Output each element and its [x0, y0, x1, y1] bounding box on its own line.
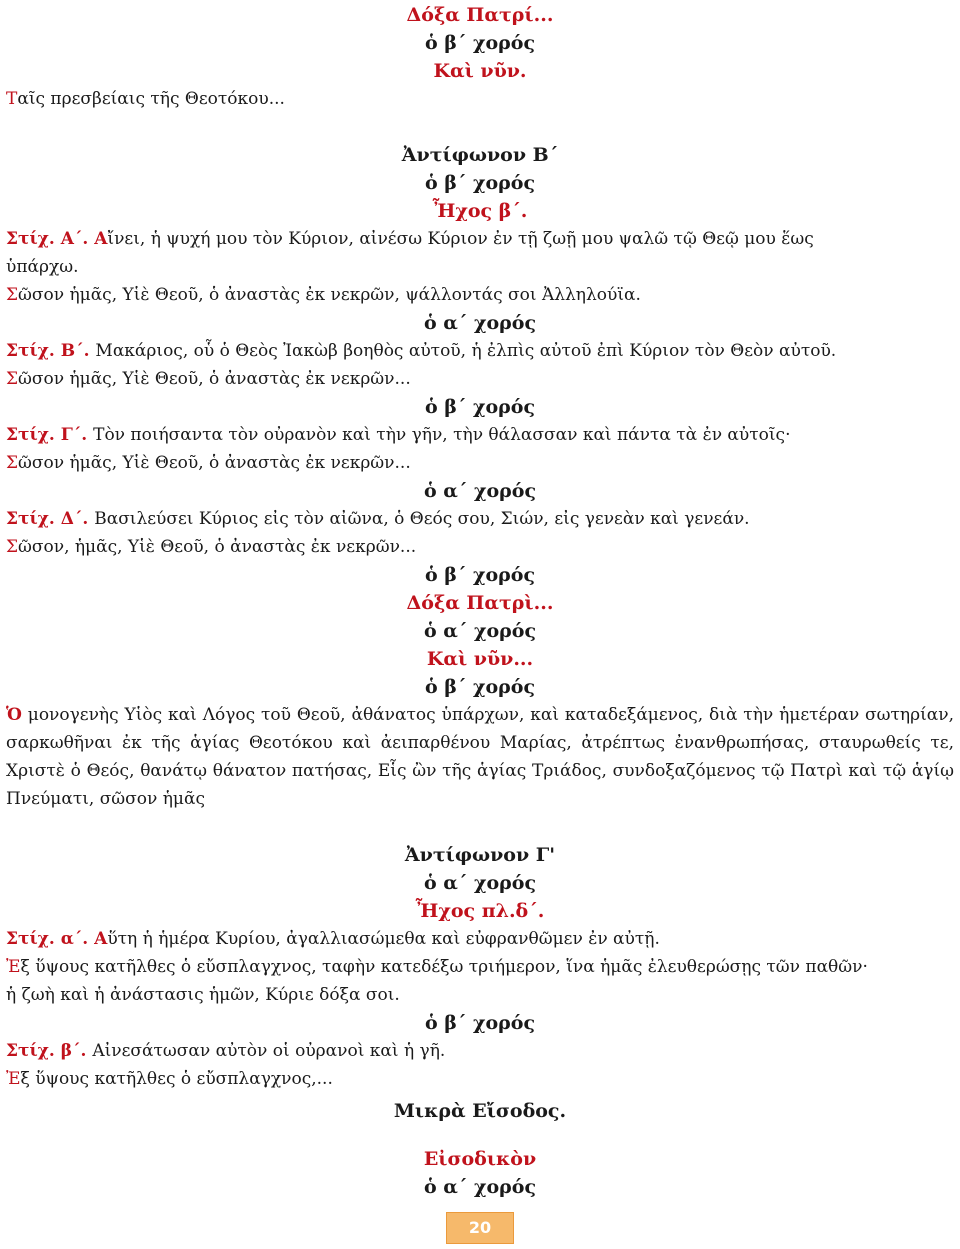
verse-text: Βασιλεύσει Κύριος εἰς τὸν αἰῶνα, ὁ Θεός σου, Σιών, εἰς γενεὰν καὶ γενεάν. — [94, 509, 750, 529]
choir-label: ὁ β΄ χορός — [424, 172, 536, 194]
monogenis-hymn — [6, 701, 954, 813]
kai-nyn-heading: Καὶ νῦν... — [426, 648, 534, 670]
stichos-d — [6, 505, 954, 533]
verse-text: ῶσον ἡμᾶς, Υἱὲ Θεοῦ, ὁ ἀναστὰς ἐκ νεκρῶν... — [18, 453, 411, 473]
stichos-g — [6, 421, 954, 449]
antiphon-2-title: Ἀντίφωνον Β΄ — [401, 144, 559, 166]
verse-line — [6, 1065, 954, 1093]
verse-line: ἡ ζωὴ καὶ ἡ ἀνάστασις ἡμῶν, Κύριε δόξα σοι. — [6, 985, 400, 1005]
initial-letter: Ὁ — [6, 705, 22, 725]
choir-label: ὁ β΄ χορός — [424, 396, 536, 418]
verse-text: Αἰνεσάτωσαν αὐτὸν οἱ οὐρανοὶ καὶ ἡ γῆ. — [92, 1041, 446, 1061]
choir-label: ὁ β΄ χορός — [424, 676, 536, 698]
stichos-b-lower — [6, 1037, 954, 1065]
verse-text: ξ ὕψους κατῆλθες ὁ εὔσπλαγχνος,... — [20, 1069, 333, 1089]
stichos-marker: Στίχ. Β΄. — [6, 341, 96, 361]
verse-line — [6, 953, 954, 981]
verse-text: ξ ὕψους κατῆλθες ὁ εὔσπλαγχνος, ταφὴν κατεδέξω τριήμερον, ἵνα ἡμᾶς ἐλευθερώσῃς τῶν παθῶν· — [20, 957, 868, 977]
initial-letter: Ἐ — [6, 957, 21, 977]
verse-text: ῶσον ἡμᾶς, Υἱὲ Θεοῦ, ὁ ἀναστὰς ἐκ νεκρῶν... — [18, 369, 411, 389]
choir-label: ὁ β΄ χορός — [424, 564, 536, 586]
verse-line — [6, 533, 954, 561]
choir-label: ὁ α΄ χορός — [423, 872, 537, 894]
page-number-badge: 20 — [446, 1212, 514, 1244]
initial-letter: Σ — [6, 369, 19, 389]
hymn-text: μονογενὴς Υἱὸς καὶ Λόγος τοῦ Θεοῦ, ἀθάνατος ὑπάρχων, καὶ καταδεξάμενος, διὰ τὴν ἡμετέραν σωτηρίαν, σαρκωθῆναι ἐκ τῆς ἁγίας Θεοτόκου καὶ ἀειπαρθένου Μαρίας, ἀτρέπτως ἐνανθρωπήσας, σταυρωθείς τε, Χριστὲ ὁ Θεός, θανάτῳ θάνατον πατήσας, Εἷς ὢν τῆς ἁγίας Τριάδος, συνδοξαζόμενος τῷ Πατρὶ καὶ τῷ ἁγίῳ Πνεύματι, σῶσον ἡμᾶς — [6, 705, 954, 809]
doxa-heading: Δόξα Πατρί... — [406, 4, 554, 26]
verse-line — [6, 365, 954, 393]
verse-text: ἴνει, ἡ ψυχή μου τὸν Κύριον, αἰνέσω Κύριον ἐν τῇ ζωῇ μου ψαλῶ τῷ Θεῷ μου ἕως — [107, 229, 814, 249]
doxa-heading: Δόξα Πατρὶ... — [406, 592, 554, 614]
choir-label: ὁ α΄ χορός — [423, 620, 537, 642]
initial-letter: Ἐ — [6, 1069, 21, 1089]
stichos-a-lower — [6, 925, 954, 953]
eisodikon-heading: Εἰσοδικὸν — [423, 1148, 537, 1170]
verse-text: αῖς πρεσβείαις τῆς Θεοτόκου... — [17, 89, 285, 109]
verse-line: ὑπάρχω. — [6, 257, 79, 277]
kai-nyn-heading: Καὶ νῦν. — [433, 60, 527, 82]
initial-letter: Σ — [6, 537, 19, 557]
verse-text: Τὸν ποιήσαντα τὸν οὐρανὸν καὶ τὴν γῆν, τὴν θάλασσαν καὶ πάντα τὰ ἐν αὐτοῖς· — [93, 425, 791, 445]
stichos-marker: Στίχ. Γ΄. — [6, 425, 94, 445]
choir-label: ὁ β΄ χορός — [424, 1012, 536, 1034]
stichos-marker: Στίχ. α΄. Α — [6, 929, 108, 949]
initial-letter: Σ — [6, 285, 19, 305]
verse-text: ῶσον, ἡμᾶς, Υἱὲ Θεοῦ, ὁ ἀναστὰς ἐκ νεκρῶν... — [18, 537, 417, 557]
choir-label: ὁ β΄ χορός — [424, 32, 536, 54]
verse-text: ῶσον ἡμᾶς, Υἱὲ Θεοῦ, ὁ ἀναστὰς ἐκ νεκρῶν, ψάλλοντάς σοι Ἀλληλούϊα. — [18, 285, 641, 305]
verse-line — [6, 281, 954, 309]
stichos-marker: Στίχ. Α΄. Α — [6, 229, 108, 249]
verse-text: ὕτη ἡ ἡμέρα Κυρίου, ἀγαλλιασώμεθα καὶ εὐφρανθῶμεν ἐν αὐτῇ. — [107, 929, 660, 949]
choir-label: ὁ α΄ χορός — [423, 1176, 537, 1198]
verse-line — [6, 85, 954, 113]
stichos-a — [6, 225, 954, 253]
initial-letter: Τ — [6, 89, 18, 109]
initial-letter: Σ — [6, 453, 19, 473]
choir-label: ὁ α΄ χορός — [423, 480, 537, 502]
antiphon-3-title: Ἀντίφωνον Γ' — [404, 844, 556, 866]
verse-text: Μακάριος, οὗ ὁ Θεὸς Ἰακὼβ βοηθὸς αὐτοῦ, ἡ ἐλπὶς αὐτοῦ ἐπὶ Κύριον τὸν Θεὸν αὐτοῦ. — [95, 341, 837, 361]
stichos-marker: Στίχ. Δ΄. — [6, 509, 95, 529]
small-entrance-heading: Μικρὰ Εἴσοδος. — [393, 1100, 567, 1122]
stichos-marker: Στίχ. β΄. — [6, 1041, 93, 1061]
tone-label: Ἦχος πλ.δ΄. — [415, 900, 545, 922]
verse-line — [6, 449, 954, 477]
choir-label: ὁ α΄ χορός — [423, 312, 537, 334]
tone-label: Ἦχος β΄. — [432, 200, 528, 222]
stichos-b — [6, 337, 954, 365]
